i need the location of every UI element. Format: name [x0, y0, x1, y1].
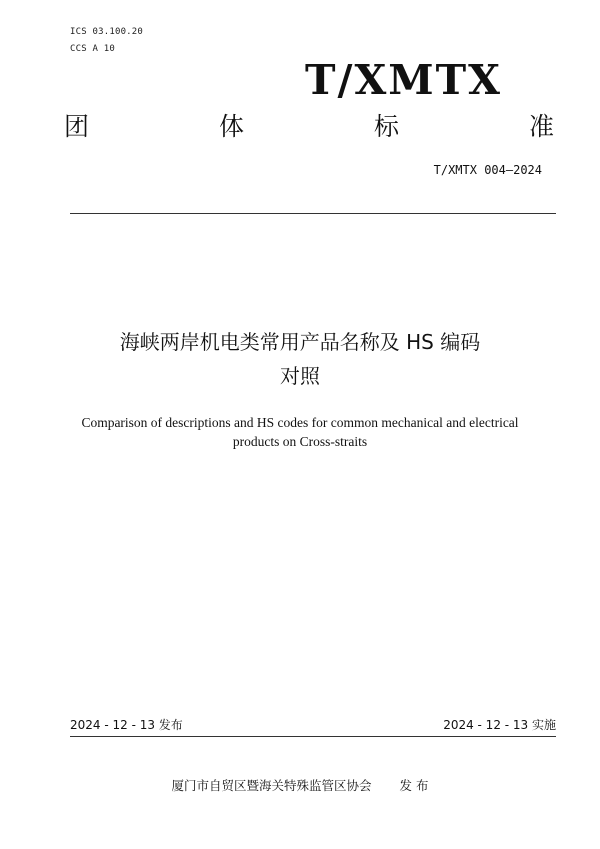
publisher-action: 发 布: [399, 778, 429, 793]
bottom-divider: [70, 736, 556, 737]
publisher-name: 厦门市自贸区暨海关特殊监管区协会: [171, 778, 372, 793]
standard-type-char: 准: [528, 112, 554, 141]
english-title-line: Comparison of descriptions and HS codes for common mechanical and electrical: [81, 415, 519, 430]
standard-logo: T/XMTX: [304, 56, 502, 104]
standard-type-char: 标: [373, 112, 399, 141]
implementation-date: 2024 - 12 - 13 实施: [443, 718, 556, 732]
chinese-title: [40, 325, 560, 393]
english-title-line: products on Cross-straits: [232, 434, 368, 449]
standard-number: T/XMTX 004—2024: [433, 163, 542, 177]
chinese-title-line: 对照: [280, 364, 320, 388]
chinese-title-line: 海峡两岸机电类常用产品名称及 HS 编码: [119, 330, 481, 354]
publisher-line: [0, 776, 600, 794]
standard-type-char: 团: [64, 112, 90, 141]
ccs-code: CCS A 10: [70, 44, 115, 54]
standard-type-char: 体: [218, 112, 244, 141]
standard-type-heading: [64, 114, 554, 139]
issue-date: 2024 - 12 - 13 发布: [70, 718, 183, 732]
ics-code: ICS 03.100.20: [70, 27, 144, 37]
english-title: [60, 413, 540, 451]
top-divider: [70, 213, 556, 214]
